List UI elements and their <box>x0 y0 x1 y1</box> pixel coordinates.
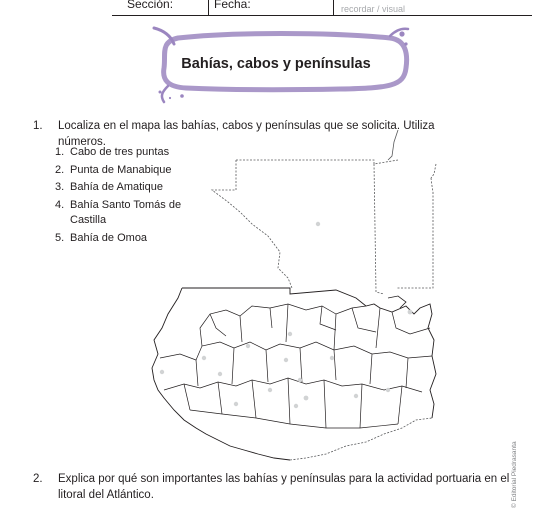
guatemala-map <box>140 128 440 463</box>
title-banner <box>140 24 412 106</box>
question-1-number: 1. <box>33 120 43 132</box>
list-item: 4. Bahía Santo Tomás de Castilla <box>55 198 182 226</box>
header-divider <box>208 0 209 15</box>
page-title: Bahías, cabos y penínsulas <box>181 56 371 72</box>
question-2-text: Explica por qué son importantes las bahías y penínsulas para la actividad portuaria en el litoral del Atlántico. <box>58 473 510 501</box>
list-item: 3. Bahía de Amatique <box>55 181 163 193</box>
question-2-number: 2. <box>33 473 43 485</box>
worksheet-header <box>0 0 550 18</box>
skill-hint: recordar / visual <box>341 4 406 14</box>
list-item: 2. Punta de Manabique <box>55 163 172 176</box>
question-1-text: Localiza en el mapa las bahías, cabos y penínsulas que se solicita. Utiliza números. <box>58 120 435 148</box>
seccion-label: Sección: <box>127 0 174 11</box>
fecha-label: Fecha: <box>214 0 251 11</box>
publisher-credit: © Editorial Piedrasanta <box>511 441 518 508</box>
list-item: 1. Cabo de tres puntas <box>55 146 170 158</box>
header-rule <box>112 15 532 16</box>
header-divider <box>333 0 334 15</box>
list-item: 5. Bahía de Omoa <box>55 231 148 244</box>
